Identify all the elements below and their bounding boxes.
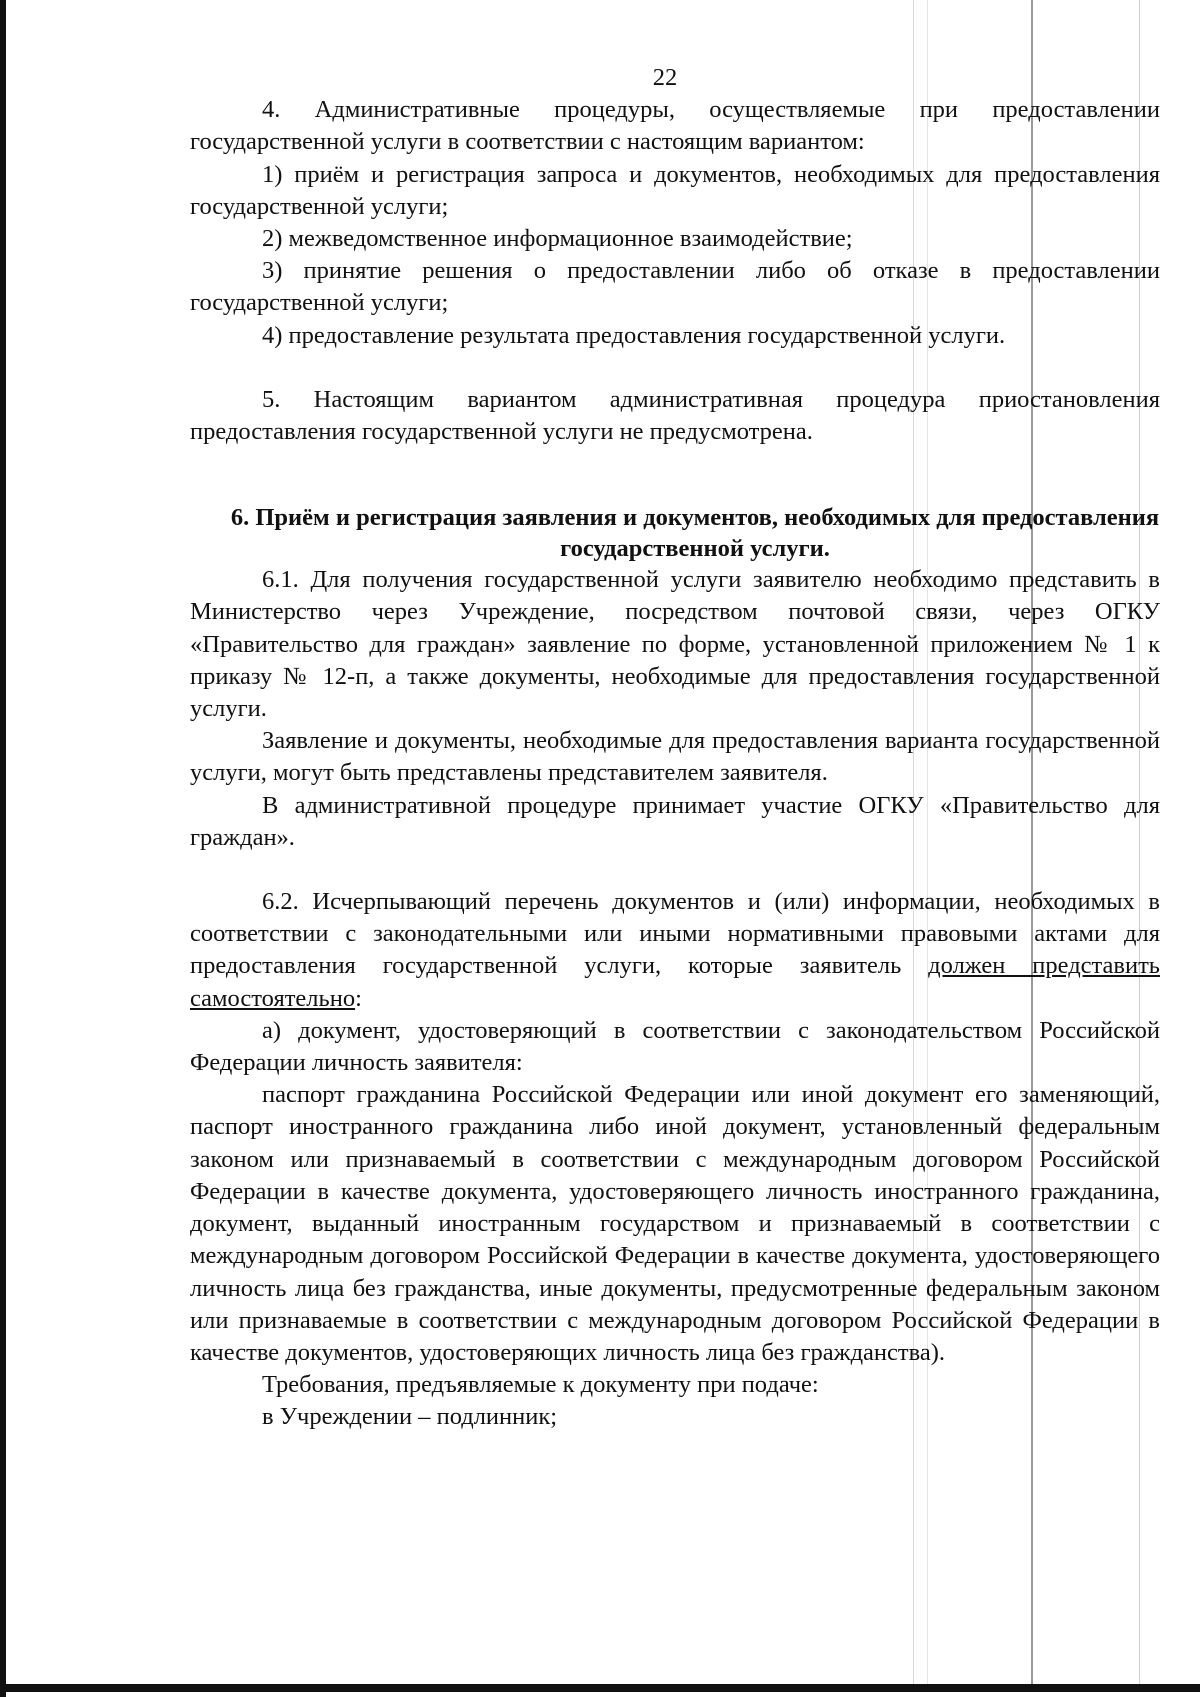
paragraph-6-2: [190, 886, 1160, 1015]
paragraph-5: 5. Настоящим вариантом административная процедура приостановления предоставления государственной услуги не предусмотрена.: [190, 385, 1160, 446]
spacer: [190, 448, 1160, 502]
scan-border-left: [0, 0, 6, 1697]
spacer: [190, 352, 1160, 384]
passport-paragraph: паспорт гражданина Российской Федерации или иной документ его заменяющий, паспорт иностранного гражданина либо иной документ, установленный федеральным законом или признаваемый в соответствии с международным договором Российской Федерации в качестве документа, удостоверяющего личность иностранного гражданина, документ, выданный иностранным государством и признаваемый в соответствии с международным договором Российской Федерации в качестве документа, удостоверяющего личность лица без гражданства, иные документы, предусмотренные федеральным законом или признаваемые в соответствии с международным договором Российской Федерации в качестве документов, удостоверяющих личность лица без гражданства).: [190, 1081, 1160, 1366]
paragraph-4: 4. Административные процедуры, осуществляемые при предоставлении государственной услуги в соответствии с настоящим вариантом:: [190, 96, 1160, 156]
document-page: [190, 62, 1160, 1434]
page-number: 22: [652, 64, 678, 91]
requirements-paragraph: Требования, предъявляемые к документу при подаче:: [262, 1371, 819, 1399]
list-item-4: 4) предоставление результата предоставления государственной услуги.: [262, 321, 1006, 349]
list-item-3: 3) принятие решения о предоставлении либо об отказе в предоставлении государственной услуги;: [190, 257, 1160, 317]
paragraph-representative: Заявление и документы, необходимые для предоставления варианта государственной услуги, могут быть представлены представителем заявителя.: [190, 727, 1160, 787]
paragraph-6-2-end: :: [355, 984, 362, 1012]
underlined-phrase: должен представить самостоятельно: [190, 952, 1160, 1012]
scan-border-bottom: [0, 1684, 1200, 1692]
section-6-heading: 6. Приём и регистрация заявления и документов, необходимых для предоставления государственной услуги.: [230, 504, 1160, 563]
list-item-2: 2) межведомственное информационное взаимодействие;: [262, 225, 853, 253]
paragraph-6-1: 6.1. Для получения государственной услуги заявителю необходимо представить в Министерство через Учреждение, посредством почтовой связи, через ОГКУ «Правительство для граждан» заявление по форме, установленной приложением № 1 к приказу № 12-п, а также документы, необходимые для предоставления государственной услуги.: [190, 566, 1160, 723]
item-a: а) документ, удостоверяющий в соответствии с законодательством Российской Федерации личность заявителя:: [190, 1016, 1160, 1077]
spacer: [190, 854, 1160, 886]
list-item-1: 1) приём и регистрация запроса и документов, необходимых для предоставления государственной услуги;: [190, 160, 1160, 220]
paragraph-6-2-text: 6.2. Исчерпывающий перечень документов и (или) информации, необходимых в соответствии с законодательными или иными нормативными правовыми актами для предоставления государственной услуги, которые заявитель: [190, 888, 1160, 980]
paragraph-participation: В административной процедуре принимает участие ОГКУ «Правительство для граждан».: [190, 791, 1160, 851]
institution-original-paragraph: в Учреждении – подлинник;: [262, 1403, 558, 1431]
